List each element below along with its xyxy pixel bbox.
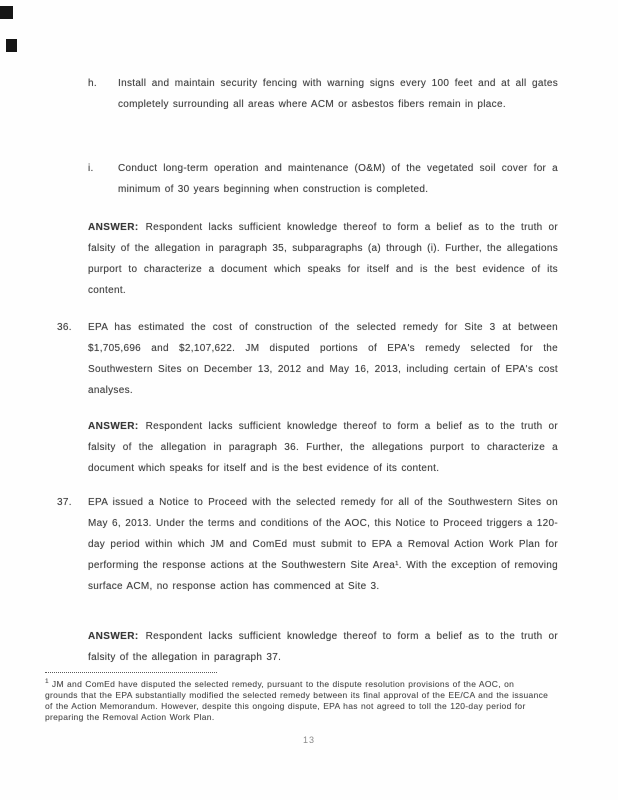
- footnote-marker: 1: [45, 678, 49, 685]
- answer-label: ANSWER:: [88, 631, 139, 642]
- answer-label: ANSWER:: [88, 421, 139, 432]
- answer-paragraph-37: [88, 626, 558, 668]
- footnote: [45, 672, 550, 723]
- subparagraph-text: Conduct long-term operation and maintenance (O&M) of the vegetated soil cover for a minimum of 30 years beginning when construction is completed.: [118, 163, 558, 195]
- subparagraph-h: [88, 73, 558, 115]
- answer-body: [88, 626, 558, 668]
- footnote-separator: [45, 672, 217, 673]
- subparagraph-letter: i.: [88, 163, 94, 174]
- subparagraph-letter: h.: [88, 78, 97, 89]
- subparagraph-text: Install and maintain security fencing with warning signs every 100 feet and at all gates completely surrounding all areas where ACM or asbestos fibers remain in place.: [118, 78, 558, 110]
- subparagraph-i: [88, 158, 558, 200]
- answer-text: Respondent lacks sufficient knowledge thereof to form a belief as to the truth or falsity of the allegation in paragraph 36. Further, the allegations purport to characterize a document which speaks for itself and is the best evidence of its content.: [88, 421, 558, 474]
- answer-text: Respondent lacks sufficient knowledge thereof to form a belief as to the truth or falsity of the allegation in paragraph 37.: [88, 631, 558, 663]
- answer-body: [88, 217, 558, 301]
- paragraph-text: EPA issued a Notice to Proceed with the selected remedy for all of the Southwestern Sites on May 6, 2013. Under the terms and conditions of the AOC, this Notice to Proceed triggers a 120-day period within which JM and ComEd must submit to EPA a Removal Action Work Plan for performing the response actions at the Southwestern Site Area¹. With the exception of removing surface ACM, no response action has commenced at Site 3.: [88, 497, 558, 592]
- footnote-text: JM and ComEd have disputed the selected remedy, pursuant to the dispute resolution provisions of the AOC, on grounds that the EPA substantially modified the selected remedy between its final approval of the EE/CA and the issuance of the Action Memorandum. However, despite this ongoing dispute, EPA has not agreed to toll the 120-day period for preparing the Removal Action Work Plan.: [45, 678, 549, 722]
- paragraph-36: [57, 317, 558, 401]
- page-number: 13: [302, 735, 315, 745]
- answer-text: Respondent lacks sufficient knowledge thereof to form a belief as to the truth or falsity of the allegation in paragraph 35, subparagraphs (a) through (i). Further, the allegations purport to characterize a document which speaks for itself and is the best evidence of its content.: [88, 222, 558, 296]
- answer-paragraph-35: [88, 217, 558, 301]
- footnote-body: [45, 676, 550, 723]
- paragraph-37: [57, 492, 558, 597]
- answer-body: [88, 416, 558, 479]
- paragraph-number: 37.: [57, 497, 72, 508]
- paragraph-text: EPA has estimated the cost of construction of the selected remedy for Site 3 at between $1,705,696 and $2,107,622. JM disputed portions of EPA's remedy selected for the Southwestern Sites on December 13, 2012 and May 16, 2013, including certain of EPA's cost analyses.: [88, 322, 558, 396]
- answer-label: ANSWER:: [88, 222, 139, 233]
- answer-paragraph-36: [88, 416, 558, 479]
- paragraph-number: 36.: [57, 322, 72, 333]
